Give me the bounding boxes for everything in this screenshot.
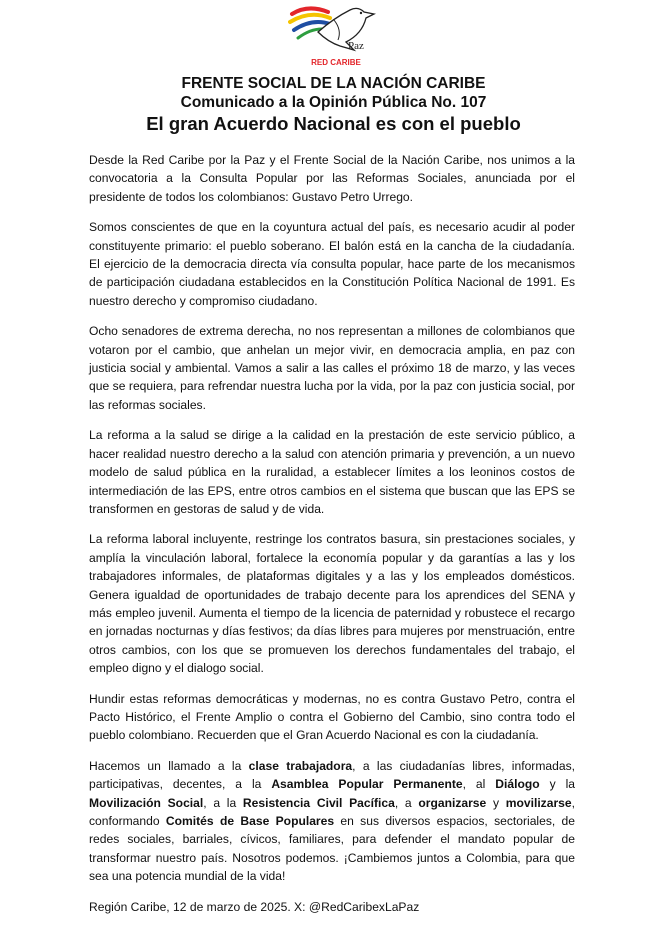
bold-span: organizarse bbox=[418, 795, 487, 810]
letter-body bbox=[89, 151, 575, 928]
text-span: , conformando bbox=[89, 795, 575, 828]
paragraph: Somos conscientes de que en la coyuntura actual del país, es necesario acudir al poder constituyente primario: el pueblo soberano. El balón está en la cancha de la ciudadanía. El ejercicio de la democracia directa vía consulta popular, hace parte de los mecanismos de participación ciudadana establecidos en la Constitución Política Nacional de 1991. Es nuestro derecho y compromiso ciudadano. bbox=[89, 220, 575, 308]
call-to-action-paragraph bbox=[89, 757, 575, 886]
page-title: El gran Acuerdo Nacional es con el pueblo bbox=[146, 113, 521, 134]
bold-span: clase trabajadora bbox=[248, 758, 353, 773]
text-span: y bbox=[486, 795, 506, 810]
paragraph: La reforma a la salud se dirige a la calidad en la prestación de este servicio público, a hacer realidad nuestro derecho a la salud con atención primaria y prevención, a un nuevo modelo de salud pública en la ruralidad, a establecer límites a los leoninos costos de intermediación de las EPS, entre otros cambios en el sistema que buscan que las EPS se transformen en gestoras de salud y de vida. bbox=[89, 428, 575, 516]
dove-logo-icon bbox=[288, 2, 384, 72]
text-span: y la bbox=[539, 777, 575, 792]
paragraph: Desde la Red Caribe por la Paz y el Frente Social de la Nación Caribe, nos unimos a la convocatoria a la Consulta Popular por las Reformas Sociales, anunciada por el presidente de todos los colombianos: Gustavo Petro Urrego. bbox=[89, 153, 575, 204]
signoff: Región Caribe, 12 de marzo de 2025. X: @RedCaribexLaPaz bbox=[89, 899, 420, 914]
bold-span: Resistencia Civil Pacífica bbox=[242, 795, 395, 810]
text-span: , al bbox=[462, 777, 496, 792]
logo-caption: Paz bbox=[348, 40, 364, 52]
header bbox=[0, 74, 667, 136]
paragraph: La reforma laboral incluyente, restringe los contratos basura, sin prestaciones sociales, y amplía la vinculación laboral, fortalece la economía popular y da garantías a las y los trabajadores informales, de plataformas digitales y a las y los empleados domésticos. Genera igualdad de oportunidades de trabajo decente para los aprendices del SENA y más empleo juvenil. Aumenta el tiempo de la licencia de paternidad y robustece el recargo en jornadas nocturnas y días festivos; da días libres para mujeres por menstruación, entre otros cambios, con los que se promueven los derechos fundamentales del trabajo, el empleo digno y el dialogo social. bbox=[89, 532, 575, 676]
logo bbox=[288, 2, 384, 72]
paragraph: Hundir estas reformas democráticas y modernas, no es contra Gustavo Petro, contra el Pacto Histórico, el Frente Amplio o contra el Gobierno del Cambio, sino contra todo el pueblo colombiano. Recuerden que el Gran Acuerdo Nacional es con la ciudadanía. bbox=[89, 691, 575, 743]
paragraph: Ocho senadores de extrema derecha, no nos representan a millones de colombianos que votaron por el cambio, que anhelan un mejor vivir, en democracia amplia, en paz con justicia social y ambiental. Vamos a salir a las calles el próximo 18 de marzo, y las veces que se requiera, para refrendar nuestra lucha por la vida, por la paz con justicia social, por las reformas sociales. bbox=[89, 324, 575, 412]
text-span: , a bbox=[394, 795, 419, 810]
text-span: en sus diversos espacios, sectoriales, de redes sociales, barriales, cívicos, familiares, para defender el mandato popular de transformar nuestro país. Nosotros podemos. ¡Cambiemos juntos a Colombia, para que sea una potencia mundial de la vida! bbox=[89, 814, 576, 884]
comunicado-number: Comunicado a la Opinión Pública No. 107 bbox=[180, 94, 487, 111]
logo-sub-caption: RED CARIBE bbox=[311, 58, 361, 67]
bold-span: movilizarse bbox=[505, 795, 572, 810]
bold-span: Comités de Base Populares bbox=[165, 814, 335, 828]
text-span: Hacemos un llamado a la bbox=[89, 758, 249, 773]
bold-span: Movilización Social bbox=[89, 795, 204, 810]
bold-span: Asamblea Popular Permanente bbox=[271, 777, 463, 792]
text-span: , a la bbox=[203, 795, 243, 810]
org-name: FRENTE SOCIAL DE LA NACIÓN CARIBE bbox=[181, 75, 486, 92]
bold-span: Diálogo bbox=[495, 777, 540, 792]
text-span: , a las ciudadanías libres, informadas, participativas, decentes, a la bbox=[89, 758, 575, 792]
